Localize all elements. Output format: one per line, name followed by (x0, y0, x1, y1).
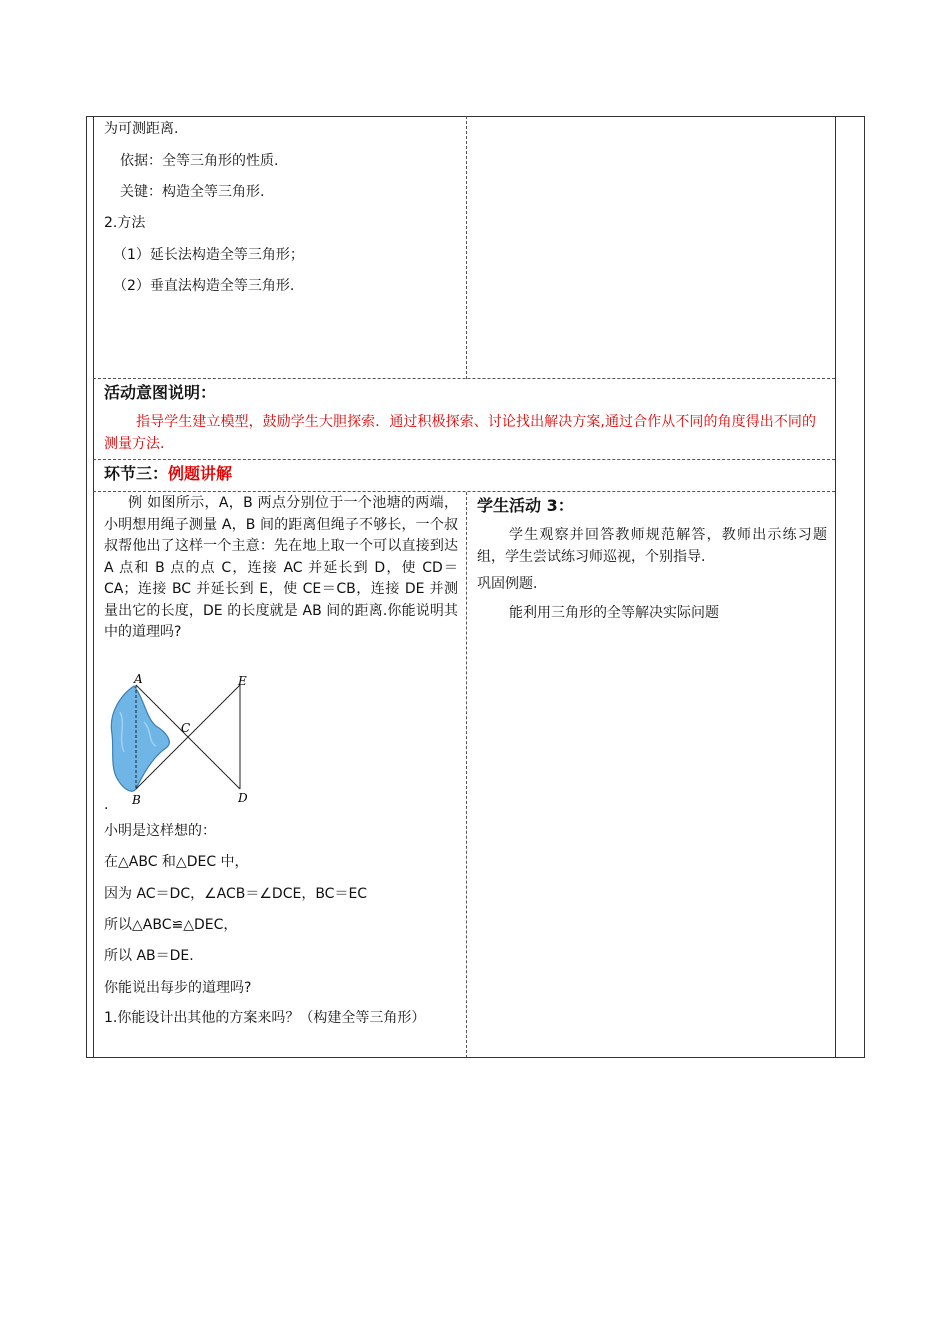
text-line: 依据：全等三角形的性质. (120, 153, 279, 169)
student-para: 能利用三角形的全等解决实际问题 (509, 605, 719, 621)
text-line: 你能说出每步的道理吗? (104, 980, 252, 996)
label-a: A (134, 672, 143, 686)
intent-body: 指导学生建立模型，鼓励学生大胆探索．通过积极探索、讨论找出解决方案,通过合作从不同的角度得出不同的测量方法. (104, 414, 816, 452)
student-para: 巩固例题. (477, 576, 538, 592)
text-line: （1）延长法构造全等三角形； (113, 247, 304, 263)
text-line: 2.方法 (104, 215, 146, 231)
table-bottom-border (93, 1057, 835, 1058)
pond-figure (104, 672, 259, 812)
text-line: 在△ABC 和△DEC 中， (104, 854, 249, 870)
text-line: 1.你能设计出其他的方案来吗？（构建全等三角形） (104, 1010, 426, 1026)
text-line: 因为 AC＝DC，∠ACB＝∠DCE，BC＝EC (104, 886, 368, 902)
row-divider (93, 491, 835, 492)
section-prefix: 环节三： (104, 464, 169, 483)
text-line: 关键：构造全等三角形. (120, 184, 265, 200)
table-right-column-border (835, 116, 836, 1058)
intent-heading: 活动意图说明： (104, 383, 217, 402)
row-divider (93, 378, 835, 379)
label-c: C (181, 721, 191, 735)
student-para: 学生观察并回答教师规范解答，教师出示练习题组，学生尝试练习师巡视，个别指导. (477, 527, 827, 565)
label-d: D (238, 791, 248, 805)
text-line: 小明是这样想的： (104, 823, 216, 839)
figure-dot: . (104, 797, 109, 813)
text-line: 所以△ABC≌△DEC， (104, 917, 238, 933)
column-divider-top (466, 116, 467, 379)
section-heading (104, 465, 232, 483)
row-divider (93, 459, 835, 460)
example-problem: 例 如图所示，A，B 两点分别位于一个池塘的两端，小明想用绳子测量 A，B 间的距离但绳子不够长，一个叔叔帮他出了这样一个主意：先在地上取一个可以直接到达 A 点和 B 点的点 C，连接 AC 并延长到 D，使 CD＝CA；连接 BC 并延长到 E，使 CE＝CB，连接 DE 并测量出它的长度，DE 的长度就是 AB 间的距离.你能说明其中的道理吗? (104, 495, 458, 640)
student-heading: 学生活动 3： (477, 496, 574, 515)
text-line: （2）垂直法构造全等三角形. (113, 278, 295, 294)
pond-shape (111, 686, 169, 791)
text-line: 所以 AB＝DE. (104, 948, 194, 964)
text-line: 为可测距离. (104, 121, 179, 137)
section-title: 例题讲解 (168, 464, 233, 483)
table-inner-left-border (93, 116, 94, 1058)
column-divider-bottom (466, 492, 467, 1058)
label-e: E (238, 674, 247, 688)
label-b: B (132, 793, 141, 807)
